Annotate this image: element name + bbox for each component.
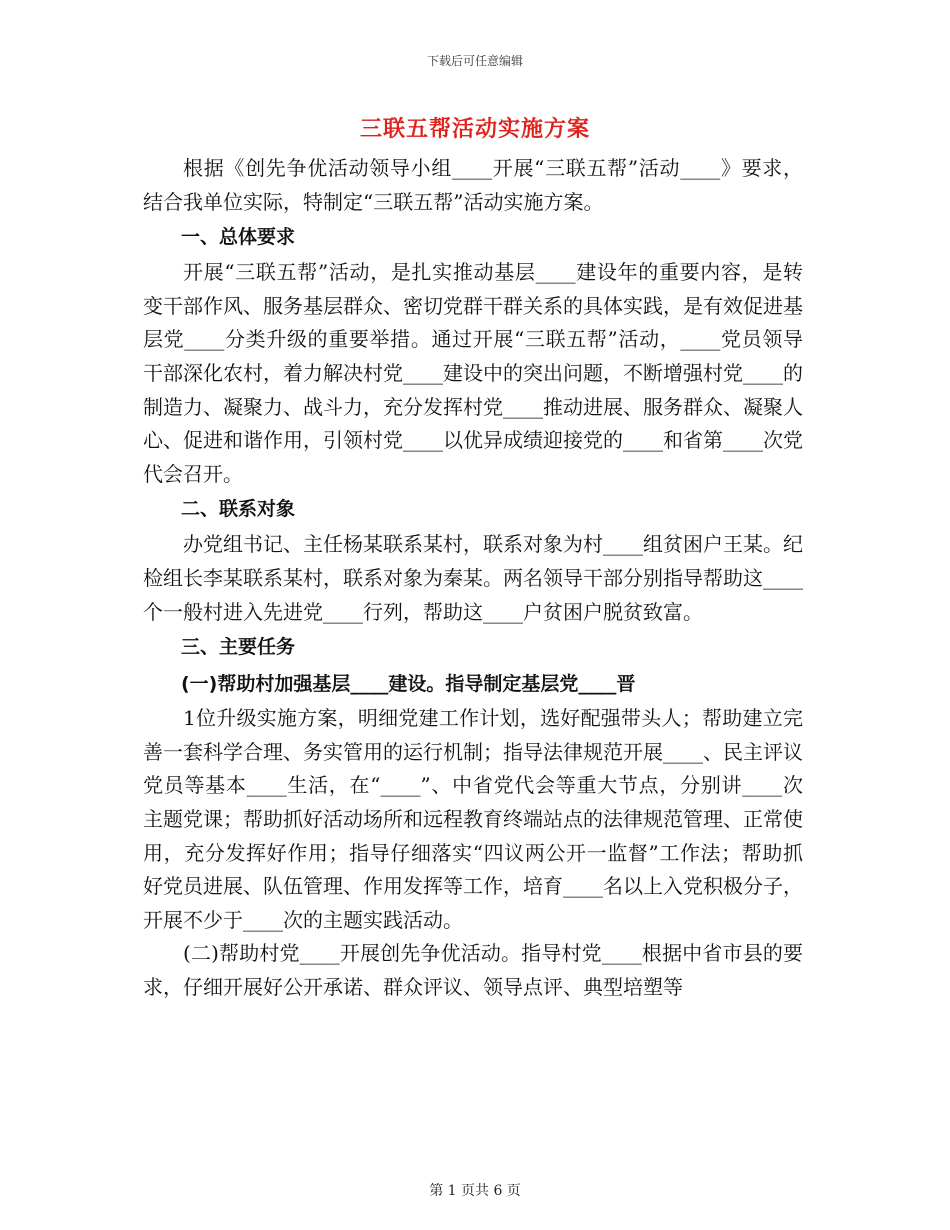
intro-paragraph: 根据《创先争优活动领导小组____开展“三联五帮”活动____》要求，结合我单位实际，特制定“三联五帮”活动实施方案。: [143, 156, 803, 214]
section-heading-contact-targets: 二、联系对象: [181, 498, 296, 521]
subsection-heading-1: (一)帮助村加强基层____建设。指导制定基层党____晋: [181, 673, 636, 696]
section-paragraph-general-requirements: 开展“三联五帮”活动，是扎实推动基层____建设年的重要内容，是转变干部作风、服务基层群众、密切党群干群关系的具体实践，是有效促进基层党____分类升级的重要举措。通过开展“三联五帮”活动，____党员领导干部深化农村，着力解决村党____建设中的突出问题，不断增强村党____的制造力、凝聚力、战斗力，充分发挥村党____推动进展、服务群众、凝聚人心、促进和谐作用，引领村党____以优异成绩迎接党的____和省第____次党代会召开。: [143, 260, 803, 486]
section-paragraph-contact-targets: 办党组书记、主任杨某联系某村，联系对象为村____组贫困户王某。纪检组长李某联系某村，联系对象为秦某。两名领导干部分别指导帮助这____个一般村进入先进党____行列，帮助这____户贫困户脱贫致富。: [143, 532, 803, 624]
document-title: 三联五帮活动实施方案: [359, 116, 590, 142]
document-body: [143, 152, 803, 1004]
section-heading-general-requirements: 一、总体要求: [181, 226, 296, 249]
subsection-paragraph-1: 1位升级实施方案，明细党建工作计划，选好配强带头人；帮助建立完善一套科学合理、务实管用的运行机制；指导法律规范开展____、民主评议党员等基本____生活，在“____”、中省党代会等重大节点，分别讲____次主题党课；帮助抓好活动场所和远程教育终端站点的法律规范管理、正常使用，充分发挥好作用；指导仔细落实“四议两公开一监督”工作法；帮助抓好党员进展、队伍管理、作用发挥等工作，培育____名以上入党积极分子，开展不少于____次的主题实践活动。: [143, 706, 803, 932]
subsection-paragraph-2: (二)帮助村党____开展创先争优活动。指导村党____根据中省市县的要求，仔细开展好公开承诺、群众评议、领导点评、典型培塑等: [143, 941, 803, 999]
section-heading-main-tasks: 三、主要任务: [181, 636, 296, 659]
page-header-note: 下载后可任意编辑: [426, 54, 523, 68]
page-footer-number: 第 1 页共 6 页: [429, 1183, 521, 1199]
